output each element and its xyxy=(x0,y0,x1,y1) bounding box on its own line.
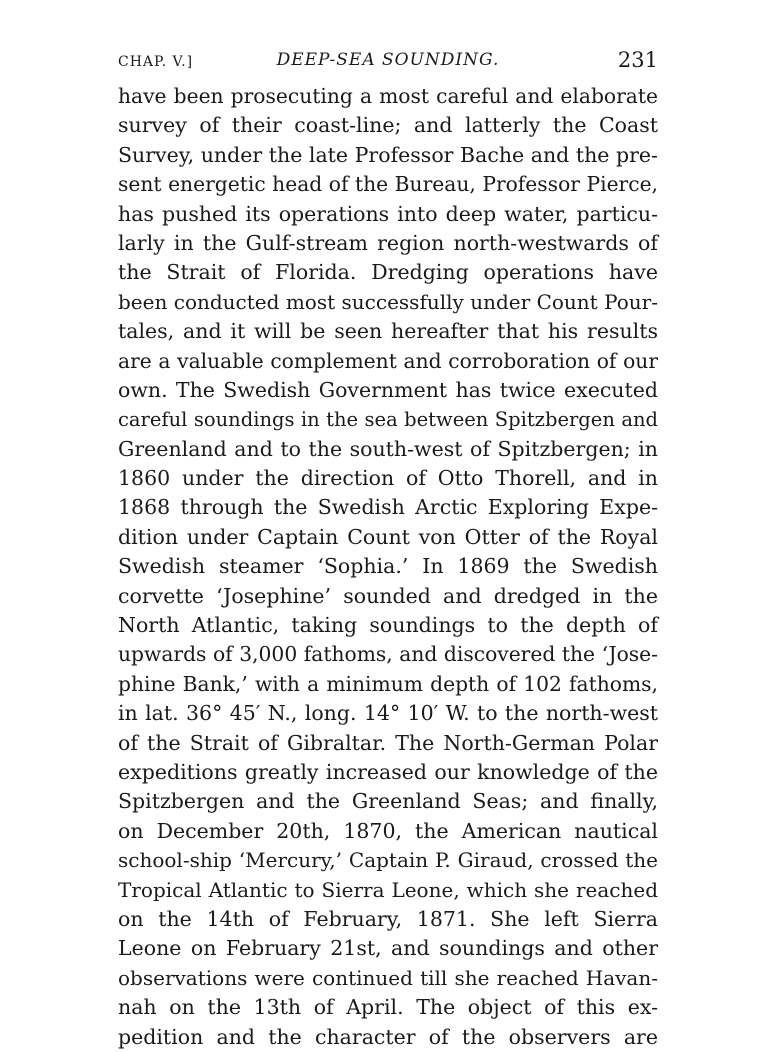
text-line: Tropical Atlantic to Sierra Leone, which she reached xyxy=(118,877,658,902)
text-line: nah on the 13th of April. The object of this ex- xyxy=(118,995,658,1020)
text-line: corvette ‘Josephine’ sounded and dredged in the xyxy=(118,583,658,608)
text-line: have been prosecuting a most careful and elaborate xyxy=(118,84,658,108)
body-paragraph xyxy=(118,82,658,1052)
text-line: Greenland and to the south-west of Spitzbergen; in xyxy=(118,436,658,461)
text-line: own. The Swedish Government has twice executed xyxy=(118,377,658,402)
text-line: on December 20th, 1870, the American nautical xyxy=(118,818,658,843)
text-line: survey of their coast-line; and latterly the Coast xyxy=(118,113,658,138)
text-line: 1868 through the Swedish Arctic Exploring Expe- xyxy=(118,495,658,520)
text-line: tales, and it will be seen hereafter that his results xyxy=(118,319,658,344)
text-line: larly in the Gulf-stream region north-westwards of xyxy=(118,230,658,255)
text-line: in lat. 36° 45′ N., long. 14° 10′ W. to the north-west xyxy=(118,701,658,726)
text-line: the Strait of Florida. Dredging operations have xyxy=(118,260,658,285)
text-line: pedition and the character of the observers are xyxy=(118,1024,658,1049)
text-line: school-ship ‘Mercury,’ Captain P. Giraud, crossed the xyxy=(118,848,658,873)
text-line: careful soundings in the sea between Spitzbergen and xyxy=(118,408,658,432)
text-line: Leone on February 21st, and soundings and other xyxy=(118,936,658,961)
text-line: upwards of 3,000 fathoms, and discovered the ‘Jose- xyxy=(118,642,658,667)
text-line: North Atlantic, taking soundings to the depth of xyxy=(118,613,658,638)
running-title: DEEP-SEA SOUNDING. xyxy=(276,50,500,70)
text-line: phine Bank,’ with a minimum depth of 102 fathoms, xyxy=(118,671,658,696)
text-line: sent energetic head of the Bureau, Professor Pierce, xyxy=(118,172,658,197)
text-line: observations were continued till she reached Havan- xyxy=(118,965,658,990)
page-number: 231 xyxy=(617,48,658,72)
text-line: been conducted most successfully under Count Pour- xyxy=(118,289,658,314)
text-line: 1860 under the direction of Otto Thorell, and in xyxy=(118,466,658,491)
text-line: are a valuable complement and corroboration of our xyxy=(118,348,658,373)
text-line: expeditions greatly increased our knowledge of the xyxy=(118,759,658,784)
text-line: Survey, under the late Professor Bache and the pre- xyxy=(118,142,658,167)
text-line: dition under Captain Count von Otter of the Royal xyxy=(118,524,658,549)
text-line: Swedish steamer ‘Sophia.’ In 1869 the Swedish xyxy=(118,554,658,579)
text-line: has pushed its operations into deep water, particu- xyxy=(118,201,658,226)
running-head xyxy=(118,50,658,78)
chapter-marker: CHAP. V.] xyxy=(118,54,194,70)
text-line: of the Strait of Gibraltar. The North-German Polar xyxy=(118,730,658,755)
text-line: Spitzbergen and the Greenland Seas; and finally, xyxy=(118,789,658,814)
text-line: on the 14th of February, 1871. She left Sierra xyxy=(118,906,658,931)
